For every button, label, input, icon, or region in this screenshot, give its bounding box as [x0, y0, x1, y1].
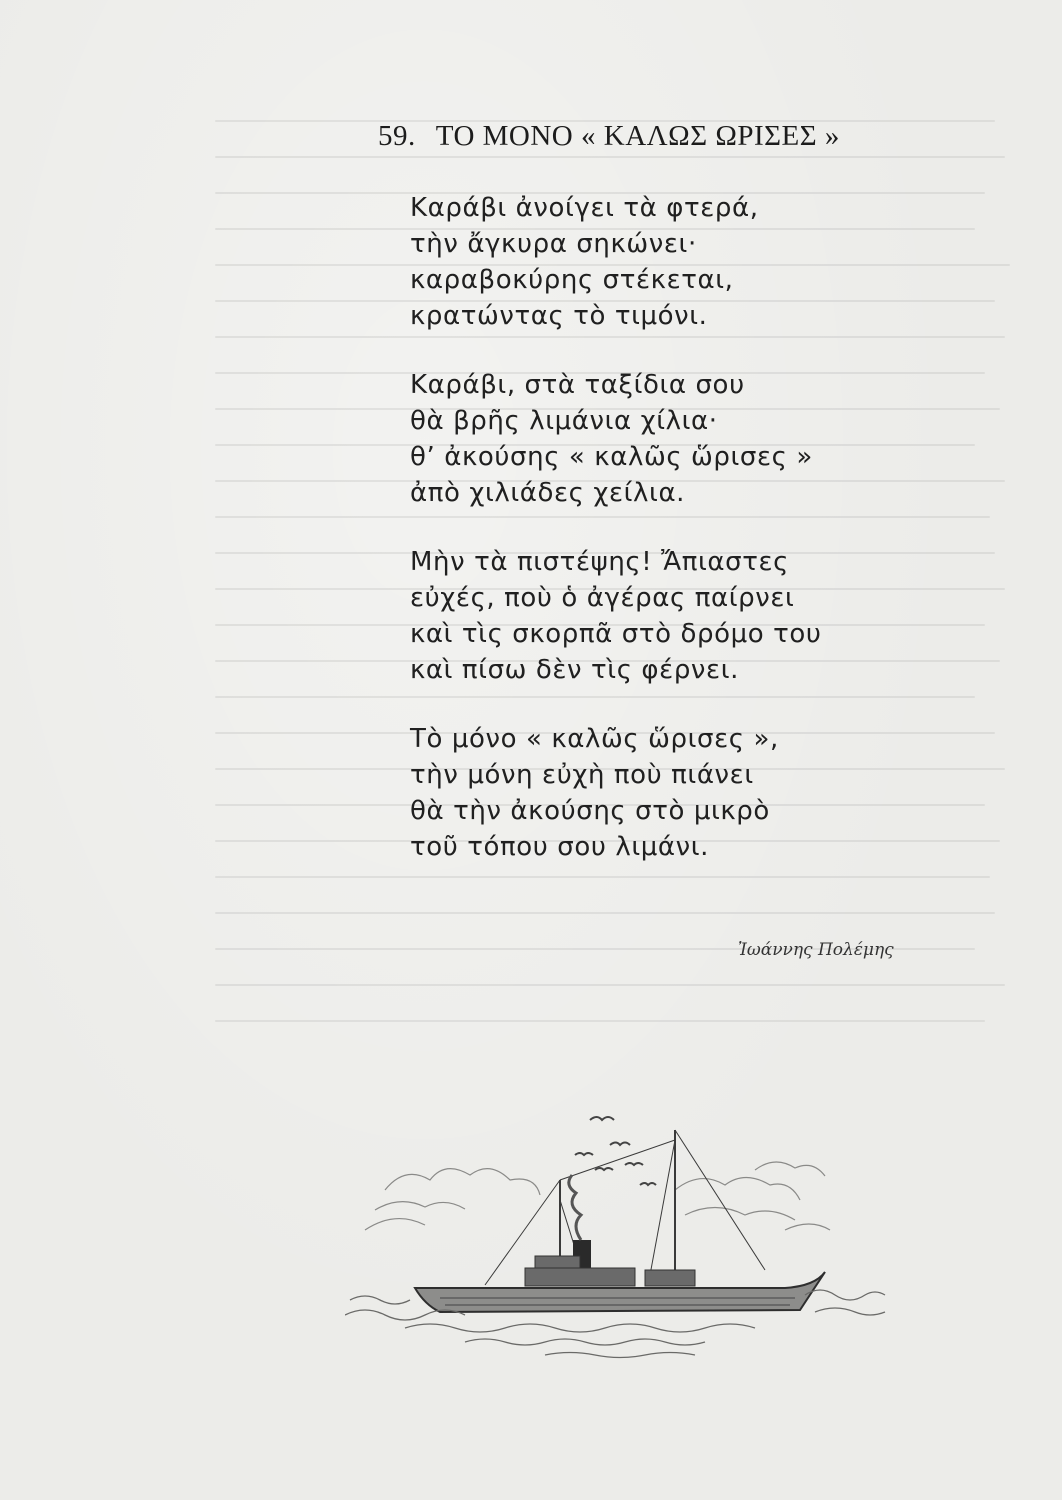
poem-line: Τὸ μόνο « καλῶς ὥρισες »,: [410, 724, 779, 754]
poem-line: θ’ ἀκούσης « καλῶς ὥρισες »: [410, 442, 813, 472]
poem-line: τοῦ τόπου σου λιμάνι.: [410, 832, 710, 862]
poem-title: [378, 120, 840, 153]
stanza: [410, 367, 822, 511]
poem-body: [410, 190, 822, 898]
poem-line: καὶ τὶς σκορπᾶ στὸ δρόμο του: [410, 619, 822, 649]
poem-line: καραβοκύρης στέκεται,: [410, 265, 734, 295]
poem-number: 59.: [378, 120, 416, 152]
poem-line: τὴν ἄγκυρα σηκώνει·: [410, 229, 697, 259]
poem-line: θὰ βρῆς λιμάνια χίλια·: [410, 406, 718, 436]
poem-line: Καράβι, στὰ ταξίδια σου: [410, 370, 745, 400]
poem-title-text: ΤΟ ΜΟΝΟ « ΚΑΛΩΣ ΩΡΙΣΕΣ »: [435, 120, 840, 152]
poem-author: Ἰωάννης Πολέμης: [738, 940, 894, 960]
poem-line: ἀπὸ χιλιάδες χείλια.: [410, 478, 686, 508]
poem-line: Μὴν τὰ πιστέψης! Ἄπιαστες: [410, 547, 789, 577]
stanza: [410, 721, 822, 865]
poem-line: τὴν μόνη εὐχὴ ποὺ πιάνει: [410, 760, 754, 790]
poem-line: εὐχές, ποὺ ὁ ἀγέρας παίρνει: [410, 583, 795, 613]
poem-line: θὰ τὴν ἀκούσης στὸ μικρὸ: [410, 796, 770, 826]
poem-line: κρατώντας τὸ τιμόνι.: [410, 301, 708, 331]
poem-line: Καράβι ἀνοίγει τὰ φτερά,: [410, 193, 759, 223]
stanza: [410, 190, 822, 334]
steamship-illustration-icon: [345, 1100, 890, 1360]
poem-line: καὶ πίσω δὲν τὶς φέρνει.: [410, 655, 739, 685]
stanza: [410, 544, 822, 688]
